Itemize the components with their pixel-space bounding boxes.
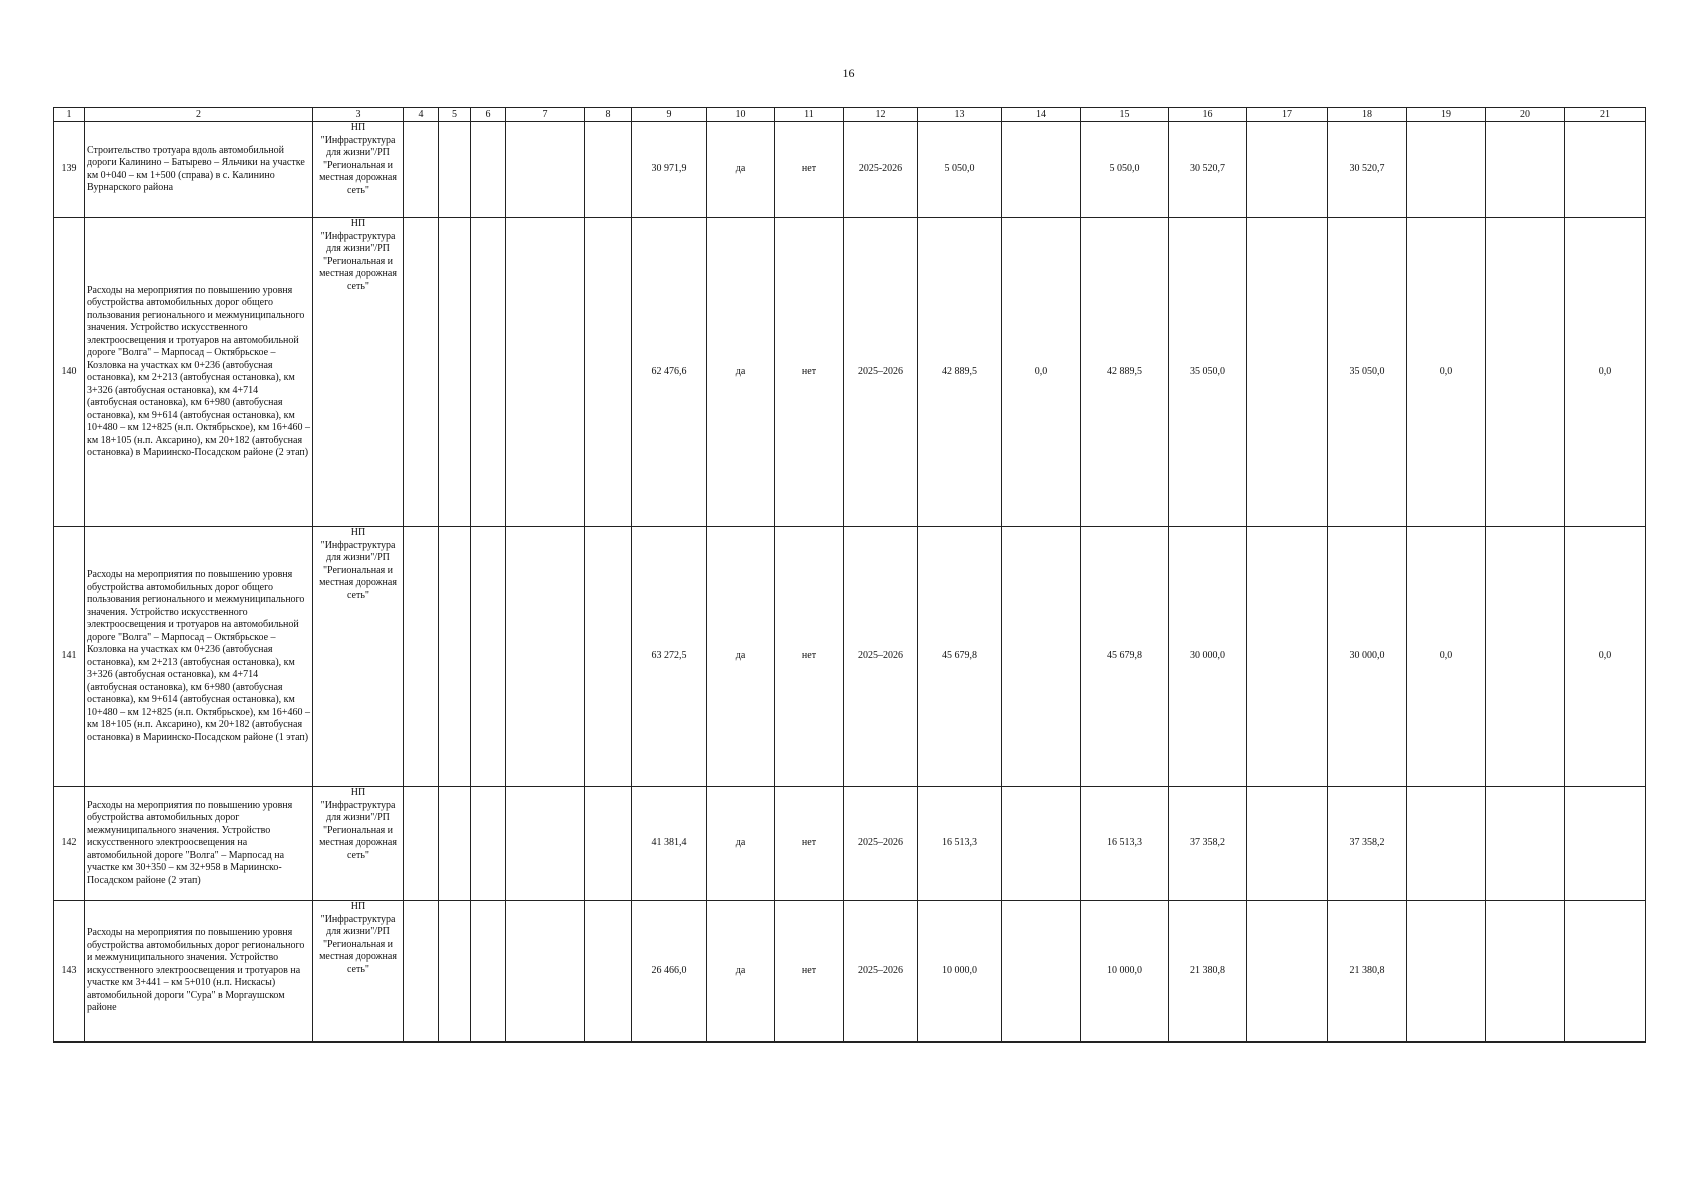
object-name: Расходы на мероприятия по повышению уровня обустройства автомобильных дорог общего пользования регионального и межмуниципального значения. Устройство искусственного электроосвещения и тротуаров на автомобильной дороге "Волга" – Марпосад – Октябрьское – Козловка на участках км 0+236 (автобусная остановка), км 2+213 (автобусная остановка), км 3+326 (автобусная остановка), км 4+714 (автобусная остановка), км 6+980 (автобусная остановка), км 9+614 (автобусная остановка), км 10+480 – км 12+825 (н.п. Октябрьское), км 16+460 – км 18+105 (н.п. Аксарино), км 20+182 (автобусная остановка) в Мариинско-Посадском районе (1 этап) [85,527,313,787]
amount-value [1486,787,1565,901]
program-name: НП "Инфраструктура для жизни"/РП "Региональная и местная дорожная сеть" [313,218,404,527]
amount-value [1407,901,1486,1043]
object-name: Строительство тротуара вдоль автомобильной дороги Калинино – Батырево – Яльчики на участке км 0+040 – км 1+500 (справа) в с. Калинино Вурнарского района [85,122,313,218]
flag-value: нет [775,787,844,901]
column-number-row [54,108,1646,122]
column-header: 13 [918,108,1002,122]
amount-value: 0,0 [1002,218,1081,527]
amount-value: 0,0 [1407,218,1486,527]
period-value: 2025-2026 [844,122,918,218]
amount-value [1002,122,1081,218]
cost-value: 62 476,6 [632,218,707,527]
amount-value: 37 358,2 [1169,787,1247,901]
amount-value: 0,0 [1565,218,1646,527]
row-number: 142 [54,787,85,901]
amount-value [1247,122,1328,218]
amount-value [1002,901,1081,1043]
cell [585,787,632,901]
amount-value: 16 513,3 [918,787,1002,901]
column-header: 14 [1002,108,1081,122]
cell [506,901,585,1043]
period-value: 2025–2026 [844,218,918,527]
row-number: 143 [54,901,85,1043]
column-header: 1 [54,108,85,122]
cell [404,901,439,1043]
flag-value: да [707,218,775,527]
object-name: Расходы на мероприятия по повышению уровня обустройства автомобильных дорог общего пользования регионального и межмуниципального значения. Устройство искусственного электроосвещения и тротуаров на автомобильной дороге "Волга" – Марпосад – Октябрьское – Козловка на участках км 0+236 (автобусная остановка), км 2+213 (автобусная остановка), км 3+326 (автобусная остановка), км 4+714 (автобусная остановка), км 6+980 (автобусная остановка), км 9+614 (автобусная остановка), км 10+480 – км 12+825 (н.п. Октябрьское), км 16+460 – км 18+105 (н.п. Аксарино), км 20+182 (автобусная остановка) в Мариинско-Посадском районе (2 этап) [85,218,313,527]
cell [506,122,585,218]
column-header: 4 [404,108,439,122]
amount-value: 5 050,0 [918,122,1002,218]
program-name: НП "Инфраструктура для жизни"/РП "Региональная и местная дорожная сеть" [313,122,404,218]
flag-value: нет [775,901,844,1043]
column-header: 21 [1565,108,1646,122]
amount-value [1247,787,1328,901]
amount-value: 30 520,7 [1328,122,1407,218]
flag-value: да [707,901,775,1043]
amount-value [1407,122,1486,218]
cell [585,527,632,787]
cell [439,218,471,527]
column-header: 6 [471,108,506,122]
table-row [54,527,1646,787]
amount-value: 10 000,0 [1081,901,1169,1043]
amount-value [1486,122,1565,218]
amount-value: 0,0 [1565,527,1646,787]
object-name: Расходы на мероприятия по повышению уровня обустройства автомобильных дорог регионального и межмуниципального значения. Устройство искусственного электроосвещения и тротуаров на участке км 3+441 – км 5+010 (н.п. Нискасы) автомобильной дороги "Сура" в Моргаушском районе [85,901,313,1043]
column-header: 12 [844,108,918,122]
amount-value [1486,527,1565,787]
column-header: 9 [632,108,707,122]
cell [439,527,471,787]
cell [471,218,506,527]
column-header: 8 [585,108,632,122]
amount-value: 35 050,0 [1169,218,1247,527]
amount-value: 30 000,0 [1328,527,1407,787]
column-header: 11 [775,108,844,122]
amount-value: 0,0 [1407,527,1486,787]
cell [404,218,439,527]
column-header: 19 [1407,108,1486,122]
cell [471,901,506,1043]
period-value: 2025–2026 [844,901,918,1043]
amount-value [1247,527,1328,787]
column-header: 17 [1247,108,1328,122]
cell [585,901,632,1043]
amount-value: 45 679,8 [918,527,1002,787]
amount-value [1247,901,1328,1043]
flag-value: да [707,787,775,901]
amount-value [1565,901,1646,1043]
cell [439,122,471,218]
column-header: 15 [1081,108,1169,122]
cell [404,787,439,901]
program-name: НП "Инфраструктура для жизни"/РП "Региональная и местная дорожная сеть" [313,527,404,787]
cost-value: 30 971,9 [632,122,707,218]
program-name: НП "Инфраструктура для жизни"/РП "Региональная и местная дорожная сеть" [313,901,404,1043]
amount-value: 30 520,7 [1169,122,1247,218]
column-header: 10 [707,108,775,122]
column-header: 20 [1486,108,1565,122]
page-number: 16 [842,66,855,80]
amount-value [1247,218,1328,527]
amount-value: 30 000,0 [1169,527,1247,787]
amount-value: 16 513,3 [1081,787,1169,901]
cell [439,901,471,1043]
object-name: Расходы на мероприятия по повышению уровня обустройства автомобильных дорог межмуниципального значения. Устройство искусственного электроосвещения на автомобильной дороге "Волга" – Марпосад на участке км 30+350 – км 32+958 в Мариинско-Посадском районе (2 этап) [85,787,313,901]
flag-value: да [707,527,775,787]
cell [471,787,506,901]
flag-value: нет [775,527,844,787]
amount-value [1407,787,1486,901]
column-header: 5 [439,108,471,122]
amount-value [1486,901,1565,1043]
investment-table [53,107,1646,1043]
amount-value [1002,527,1081,787]
flag-value: да [707,122,775,218]
amount-value: 10 000,0 [918,901,1002,1043]
amount-value: 42 889,5 [918,218,1002,527]
table-row [54,787,1646,901]
cell [585,218,632,527]
cell [471,527,506,787]
row-number: 140 [54,218,85,527]
amount-value [1486,218,1565,527]
cell [404,527,439,787]
amount-value: 45 679,8 [1081,527,1169,787]
cell [439,787,471,901]
cell [471,122,506,218]
column-header: 18 [1328,108,1407,122]
row-number: 139 [54,122,85,218]
amount-value: 21 380,8 [1169,901,1247,1043]
amount-value: 42 889,5 [1081,218,1169,527]
cell [585,122,632,218]
cell [506,527,585,787]
cell [506,787,585,901]
table-row [54,901,1646,1043]
row-number: 141 [54,527,85,787]
period-value: 2025–2026 [844,787,918,901]
cell [404,122,439,218]
amount-value [1002,787,1081,901]
flag-value: нет [775,122,844,218]
column-header: 16 [1169,108,1247,122]
amount-value: 5 050,0 [1081,122,1169,218]
cost-value: 63 272,5 [632,527,707,787]
table-row [54,122,1646,218]
cost-value: 41 381,4 [632,787,707,901]
column-header: 7 [506,108,585,122]
cost-value: 26 466,0 [632,901,707,1043]
amount-value: 21 380,8 [1328,901,1407,1043]
table-row [54,218,1646,527]
cell [506,218,585,527]
amount-value: 35 050,0 [1328,218,1407,527]
flag-value: нет [775,218,844,527]
program-name: НП "Инфраструктура для жизни"/РП "Региональная и местная дорожная сеть" [313,787,404,901]
amount-value [1565,787,1646,901]
amount-value [1565,122,1646,218]
amount-value: 37 358,2 [1328,787,1407,901]
column-header: 3 [313,108,404,122]
column-header: 2 [85,108,313,122]
period-value: 2025–2026 [844,527,918,787]
